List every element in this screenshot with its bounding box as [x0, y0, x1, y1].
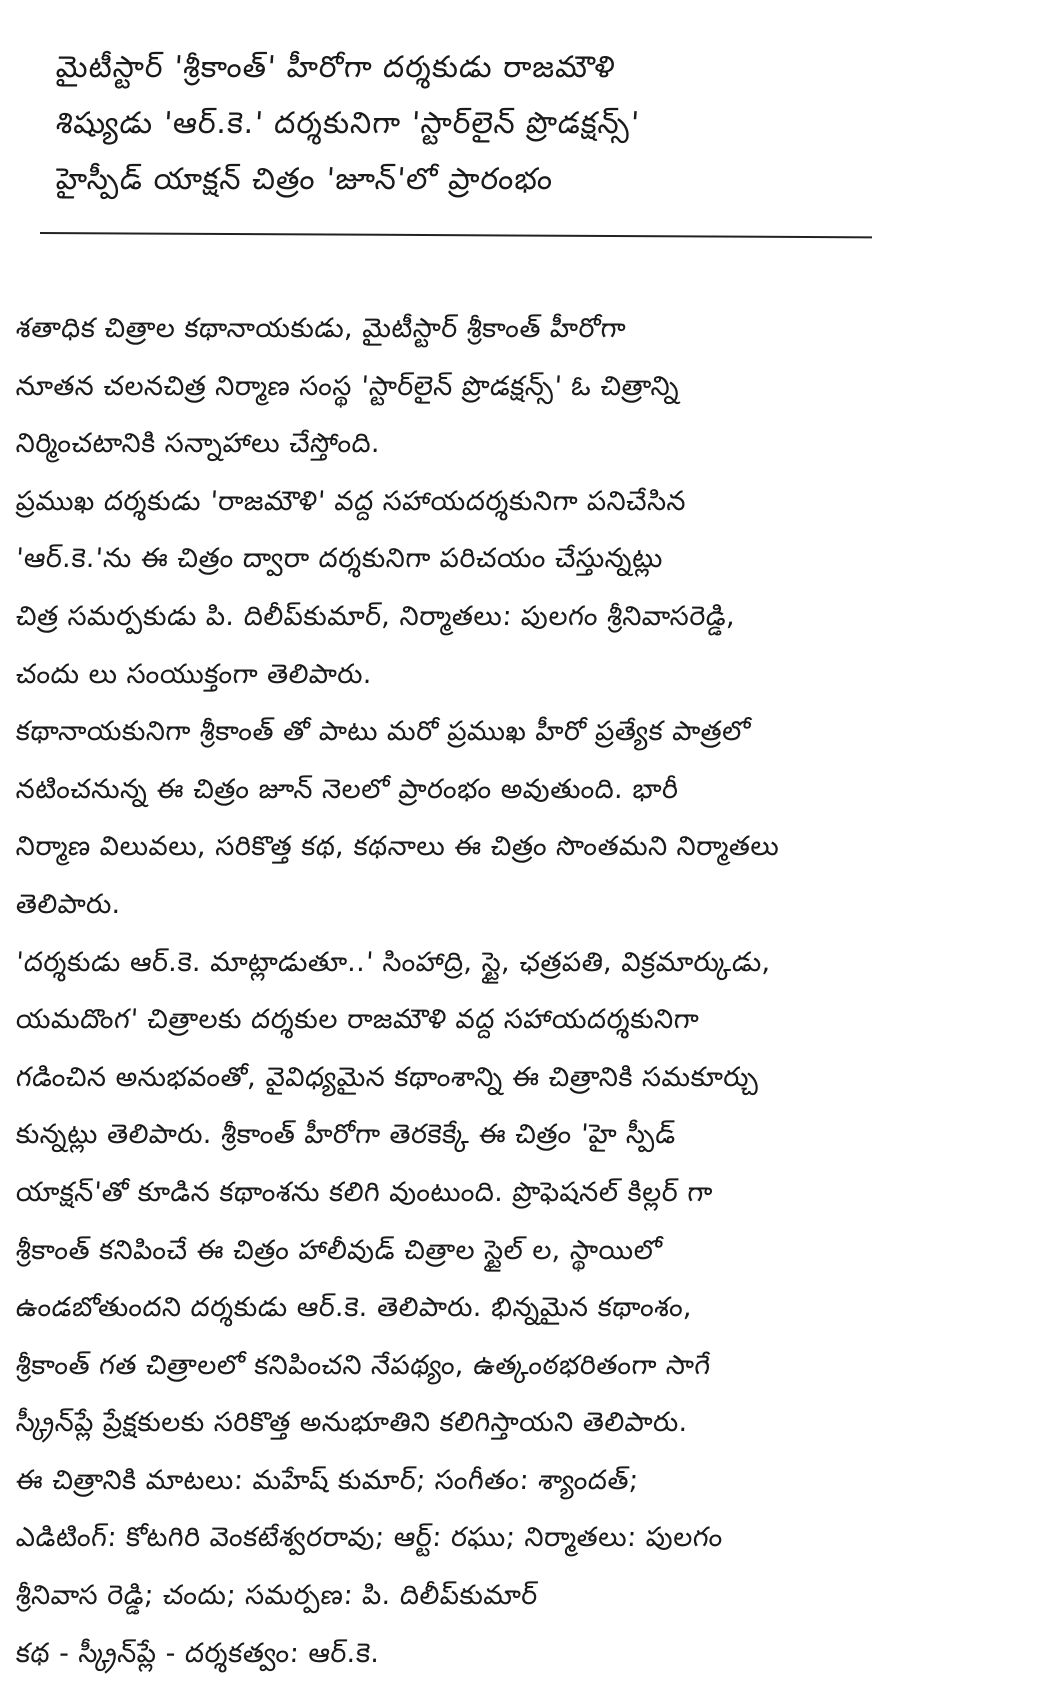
body-line: చందు లు సంయుక్తంగా తెలిపారు. [14, 658, 374, 690]
body-line: కథానాయకునిగా శ్రీకాంత్ తో పాటు మరో ప్రముఖ హీరో ప్రత్యేక పాత్రలో [14, 716, 752, 748]
body-line: శ్రీనివాస రెడ్డి; చందు; సమర్పణ: పి. దిలీప్‌కుమార్ [14, 1580, 539, 1612]
headline-line-3: హైస్పీడ్ యాక్షన్ చిత్రం 'జూన్'లో ప్రారంభం [54, 162, 555, 197]
body-line: యాక్షన్'తో కూడిన కథాంశను కలిగి వుంటుంది. ప్రొఫెషనల్ కిల్లర్ గా [14, 1176, 714, 1208]
body-line: నిర్మాణ విలువలు, సరికొత్త కథ, కథనాలు ఈ చిత్రం సొంతమని నిర్మాతలు [14, 831, 781, 863]
body-line: తెలిపారు. [14, 888, 123, 920]
body-line: స్క్రీన్‌ప్లే ప్రేక్షకులకు సరికొత్త అనుభూతిని కలిగిస్తాయని తెలిపారు. [14, 1407, 690, 1439]
body-text [16, 300, 1016, 1682]
body-line: 'దర్శకుడు ఆర్.కె. మాట్లాడుతూ..' సింహాద్రి, స్టై, ఛత్రపతి, విక్రమార్కుడు, [14, 946, 773, 978]
body-line: ఎడిటింగ్: కోటగిరి వెంకటేశ్వరరావు; ఆర్ట్: రఘు; నిర్మాతలు: పులగం [14, 1522, 725, 1554]
body-line: నూతన చలనచిత్ర నిర్మాణ సంస్థ 'స్టార్‌లైన్ ప్రొడక్షన్స్' ఓ చిత్రాన్ని [14, 370, 681, 402]
headline-line-1: మైటీస్టార్ 'శ్రీకాంత్' హీరోగా దర్శకుడు రాజమౌళి [54, 50, 617, 85]
body-line: శతాధిక చిత్రాల కథానాయకుడు, మైటీస్టార్ శ్రీకాంత్ హీరోగా [14, 313, 628, 344]
body-line: గడించిన అనుభవంతో, వైవిధ్యమైన కథాంశాన్ని ఈ చిత్రానికి సమకూర్చు [14, 1061, 761, 1093]
body-line: శ్రీకాంత్ కనిపించే ఈ చిత్రం హాలీవుడ్ చిత్రాల స్టైల్ ల, స్థాయిలో [14, 1234, 664, 1266]
body-line: ప్రముఖ దర్శకుడు 'రాజమౌళి' వద్ద సహాయదర్శకునిగా పనిచేసిన [14, 485, 688, 517]
body-line: కథ - స్క్రీన్‌ప్లే - దర్శకత్వం: ఆర్.కె. [14, 1637, 381, 1669]
headline-line-2: శిష్యుడు 'ఆర్.కె.' దర్శకునిగా 'స్టార్‌లైన్ ప్రొడక్షన్స్' [54, 106, 642, 141]
body-line: నటించనున్న ఈ చిత్రం జూన్ నెలలో ప్రారంభం అవుతుంది. భారీ [14, 773, 680, 805]
body-line: ఉండబోతుందని దర్శకుడు ఆర్.కె. తెలిపారు. భిన్నమైన కథాంశం, [14, 1292, 694, 1324]
headline [56, 40, 936, 208]
body-line: 'ఆర్.కె.'ను ఈ చిత్రం ద్వారా దర్శకునిగా పరిచయం చేస్తున్నట్లు [14, 543, 665, 575]
headline-underline [40, 232, 872, 238]
body-line: చిత్ర సమర్పకుడు పి. దిలీప్‌కుమార్, నిర్మాతలు: పులగం శ్రీనివాసరెడ్డి, [14, 600, 737, 632]
body-line: ఈ చిత్రానికి మాటలు: మహేష్ కుమార్; సంగీతం: శ్యాందత్; [14, 1464, 640, 1496]
body-line: యమదొంగ' చిత్రాలకు దర్శకుల రాజమౌళి వద్ద సహాయదర్శకునిగా [14, 1004, 701, 1036]
body-line: నిర్మించటానికి సన్నాహాలు చేస్తోంది. [14, 428, 382, 460]
body-line: కున్నట్లు తెలిపారు. శ్రీకాంత్ హీరోగా తెరకెక్కే ఈ చిత్రం 'హై స్పీడ్ [14, 1119, 678, 1151]
body-line: శ్రీకాంత్ గత చిత్రాలలో కనిపించని నేపథ్యం, ఉత్కంఠభరితంగా సాగే [14, 1349, 712, 1381]
